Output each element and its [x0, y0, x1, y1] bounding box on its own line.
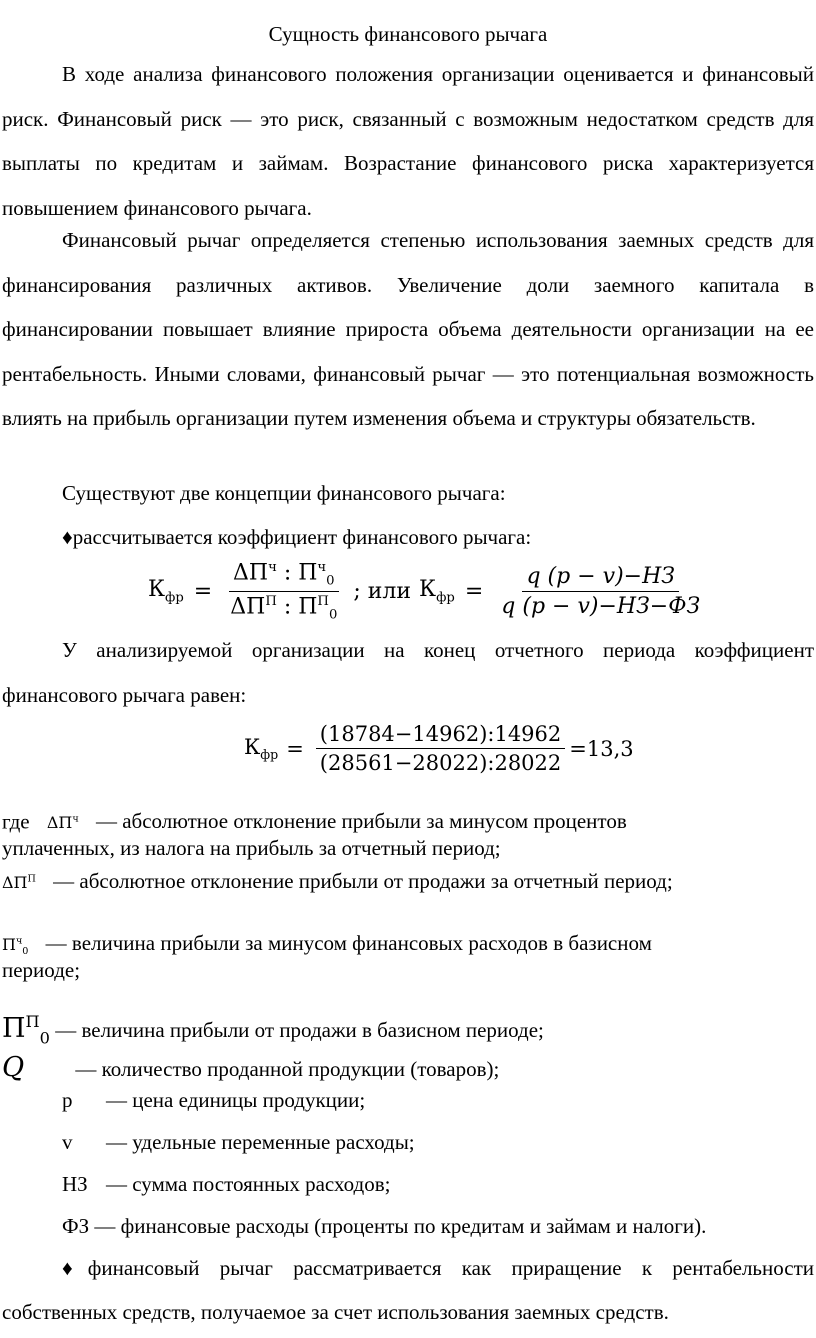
definition-p-p-0: $П^П_0$ — величина прибыли от продажи в базисном периоде; [2, 1012, 544, 1048]
definition-p-ch-0-cont: периоде; [2, 958, 81, 982]
calculation-result: =13,3 [569, 736, 634, 761]
or-text: ; или [353, 578, 412, 604]
definition-p-ch-0: $П^ч_0$ — величина прибыли за минусом финансовых расходов в базисном [2, 931, 652, 958]
equals-sign: = [193, 578, 213, 604]
leverage-calculation: $К_{фр}$ = $\frac{(18784-14962):14962}{(28561-28022):28022}$ =13,3 [244, 722, 634, 775]
definition-fz: ФЗ — финансовые расходы (проценты по кредитам и займам и налоги). [62, 1214, 707, 1238]
definition-delta-p-ch: где $\Delta П^ч$ — абсолютное отклонение прибыли за минусом процентов [2, 809, 627, 834]
k-symbol-calc: $К_{фр}$ [244, 734, 279, 763]
paragraph-concepts: Существуют две концепции финансового рычага: [62, 481, 506, 505]
definition-delta-p-p: $\Delta П^П$ — абсолютное отклонение прибыли от продажи за отчетный период; [2, 869, 673, 894]
definition-p: р — цена единицы продукции; [62, 1088, 366, 1112]
paragraph-financial-risk: В ходе анализа финансового положения организации оценивается и финансовый риск. Финансовый риск — это риск, связанный с возможным недостатком средств для выплаты по кредитам и займам. Возрастание финансового риска характеризуется повышением финансового рычага. [2, 62, 814, 220]
calculation-fraction: $\frac{(18784-14962):14962}{(28561-28022):28022}$ [316, 722, 565, 775]
definition-nz: НЗ — сумма постоянных расходов; [62, 1172, 391, 1196]
paragraph-second-concept: ♦финансовый рычаг рассматривается как приращение к рентабельности собственных средств, получаемое за счет использования заемных средств. [2, 1256, 814, 1324]
leverage-formula: $К_{фр}$ = $\frac{\Delta П^ч : П^ч_0}{\Delta П^П : П^П_0}$ ; или $К_{фр}$ = $\frac{q (p - v)-НЗ}{q (p - v)-НЗ-ФЗ}$ [148, 560, 708, 622]
fraction-margin-ratio: $\frac{q (p - v)-НЗ}{q (p - v)-НЗ-ФЗ}$ [501, 563, 701, 619]
definition-q: Q — количество проданной продукции (товаров); [2, 1052, 500, 1083]
paragraph-analysis: У анализируемой организации на конец отчетного периода коэффициент финансового рычага равен: [2, 638, 814, 707]
k-symbol-2: $К_{фр}$ [419, 577, 455, 606]
paragraph-coefficient-intro: ♦рассчитывается коэффициент финансового рычага: [62, 525, 532, 549]
k-symbol: $К_{фр}$ [148, 577, 184, 606]
paragraph-financial-leverage: Финансовый рычаг определяется степенью использования заемных средств для финансирования различных активов. Увеличение доли заемного капитала в финансировании повышает влияние прироста объема деятельности организации на ее рентабельность. Иными словами, финансовый рычаг — это потенциальная возможность влиять на прибыль организации путем изменения объема и структуры обязательств. [2, 228, 814, 430]
definition-v: v — удельные переменные расходы; [62, 1130, 415, 1154]
fraction-profit-ratio: $\frac{\Delta П^ч : П^ч_0}{\Delta П^П : П^П_0}$ [230, 560, 338, 623]
definition-delta-p-ch-cont: уплаченных, из налога на прибыль за отчетный период; [2, 836, 501, 860]
page-title: Сущность финансового рычага [268, 22, 548, 46]
